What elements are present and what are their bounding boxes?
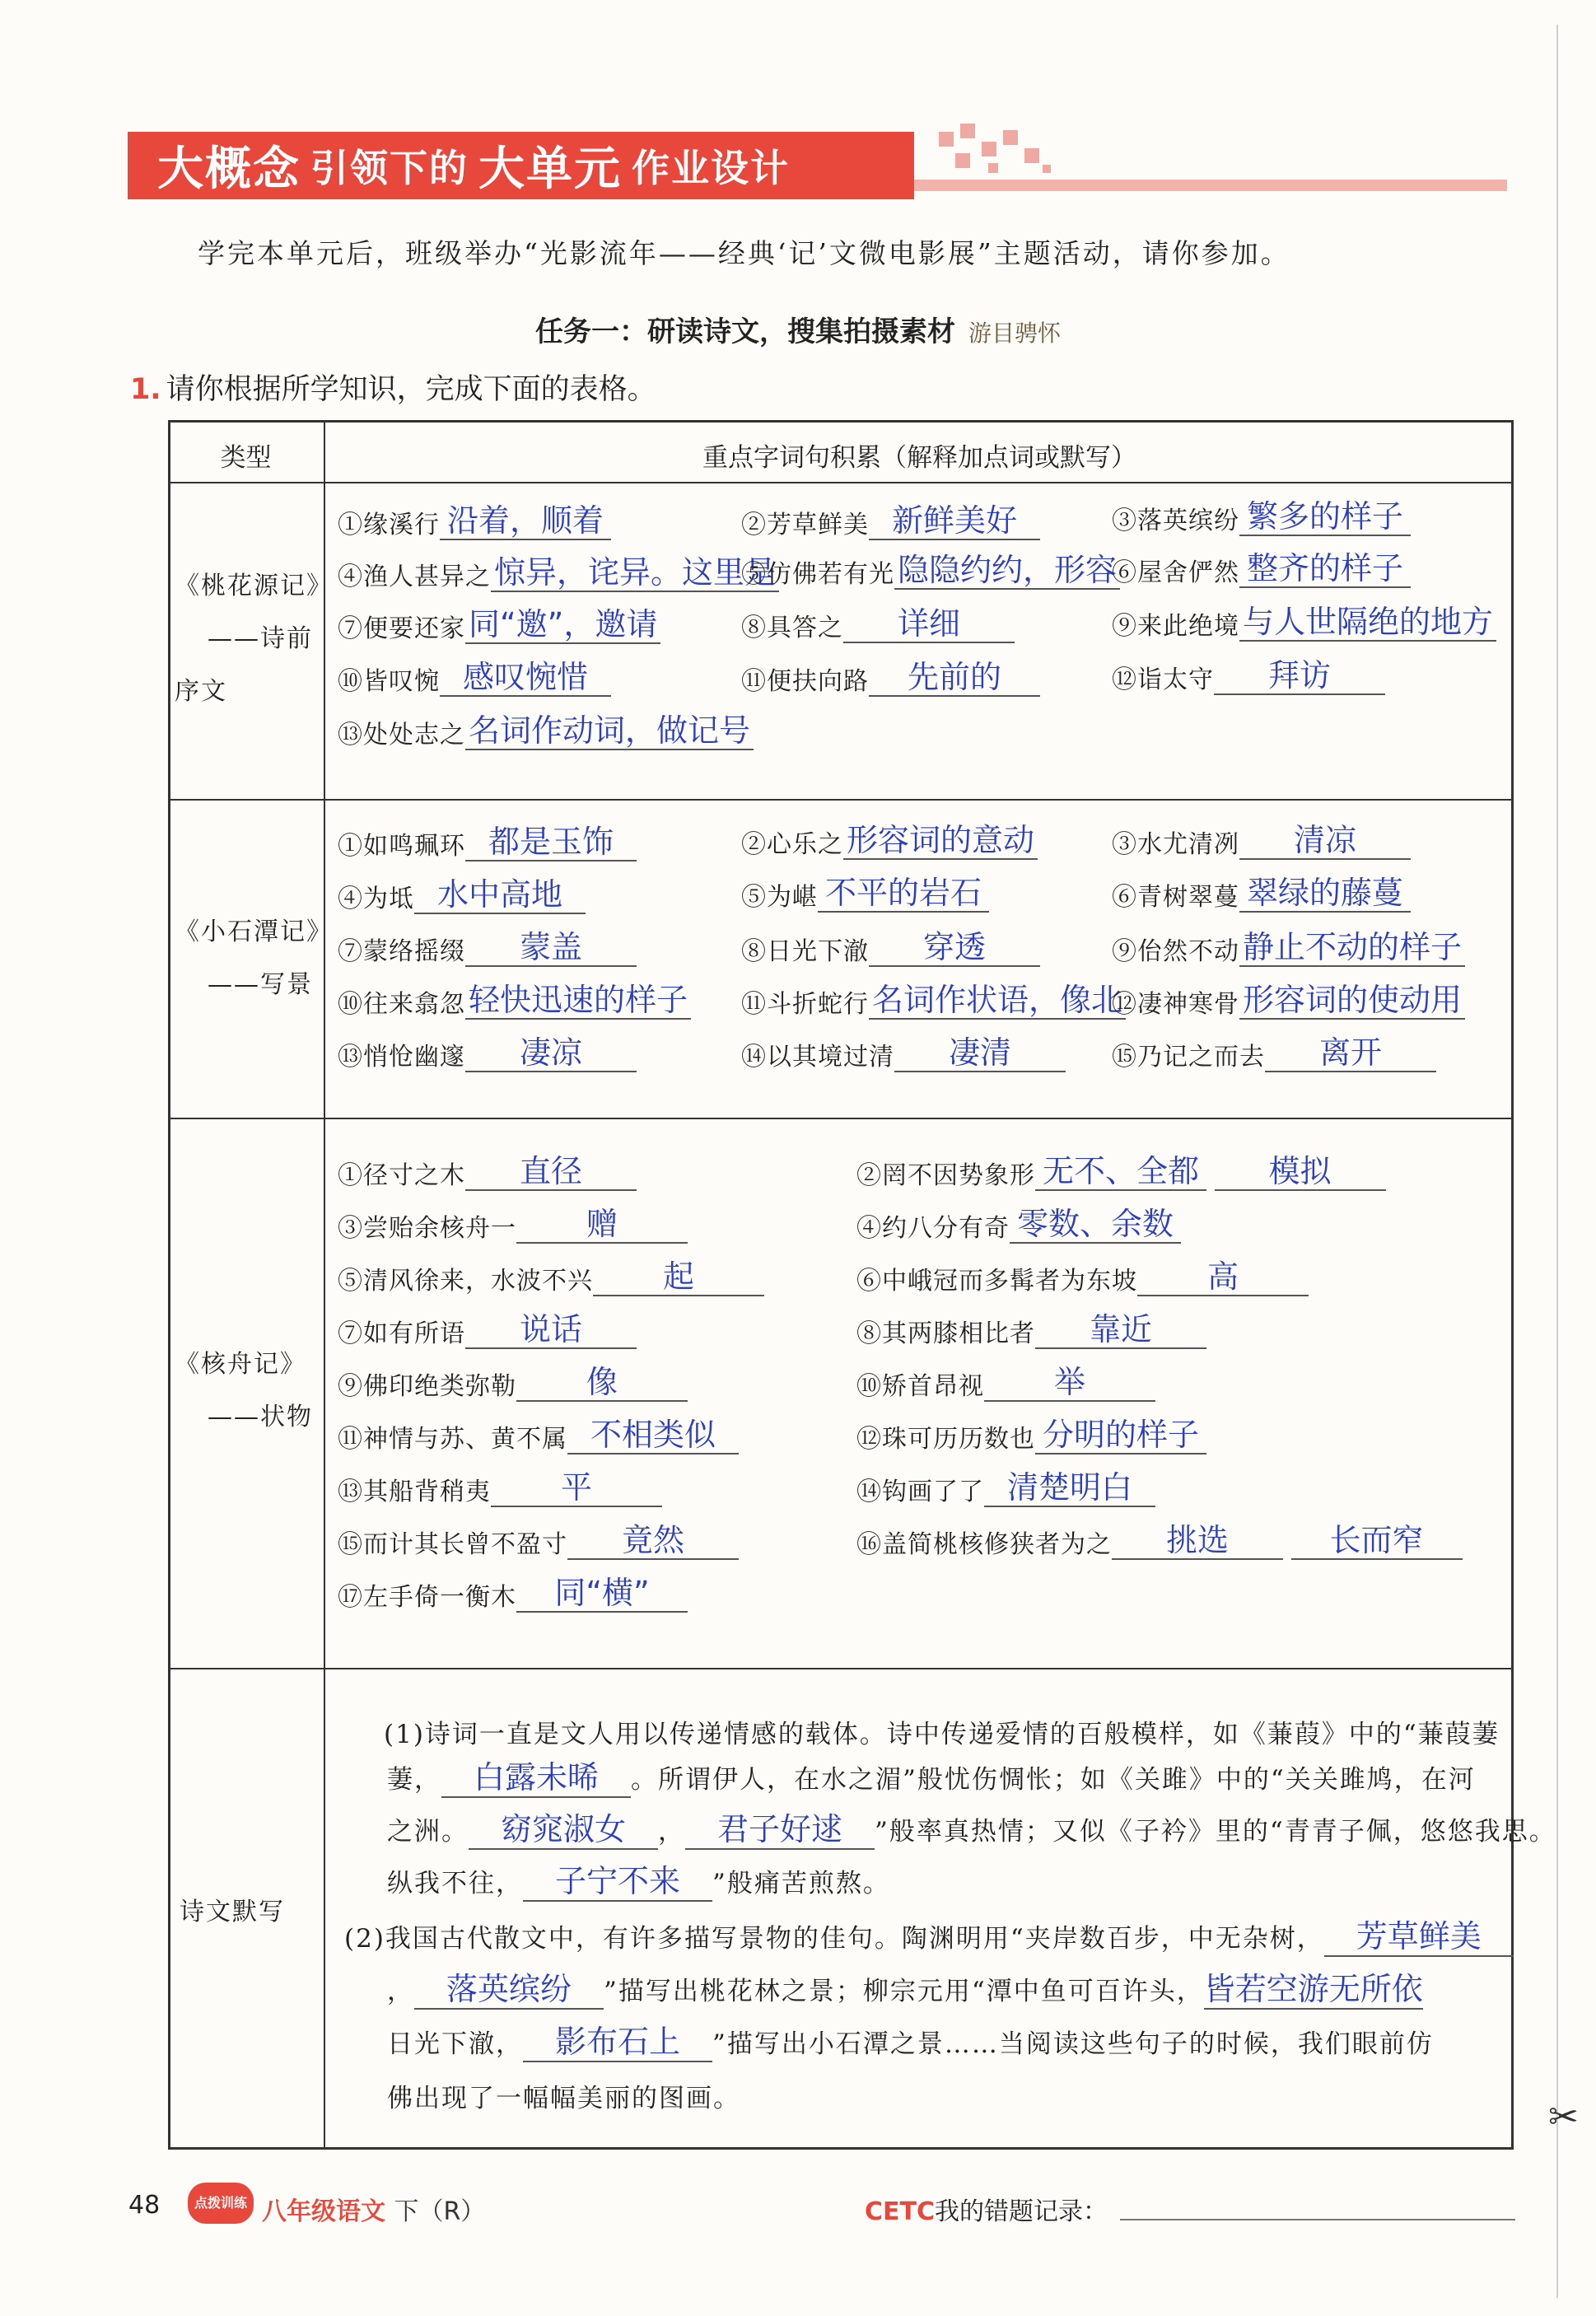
answer-blank[interactable]: 长而窄 (1291, 1522, 1463, 1560)
vocab-item: ④为坻 水中高地 (338, 876, 586, 914)
vocab-item: ⑪神情与苏、黄不属 不相类似 (338, 1417, 739, 1455)
page-number: 48 (128, 2191, 161, 2220)
answer-blank[interactable]: 皆若空游无所依 (1204, 1970, 1423, 2010)
answer-blank[interactable]: 都是玉饰 (465, 824, 637, 861)
answer-blank[interactable]: 形容词的意动 (843, 822, 1038, 860)
task1-title (0, 309, 1596, 349)
banner-part3: 大单元 (478, 142, 622, 196)
answer-blank[interactable]: 离开 (1265, 1034, 1436, 1072)
vocab-item: ⑦蒙络摇缀 蒙盖 (338, 929, 637, 967)
poem-line: 之洲。 窈窕淑女 ， 君子好逑 ”般率真热情；又似《子衿》里的“青青子佩，悠悠我思。 (387, 1810, 1556, 1850)
answer-blank[interactable]: 赠 (516, 1206, 688, 1244)
answer-blank[interactable]: 无不、全都 (1035, 1153, 1206, 1191)
vocab-item: ⑦如有所语 说话 (338, 1311, 637, 1349)
unit-banner (128, 132, 914, 199)
table-row-divider (168, 1118, 1514, 1119)
answer-blank[interactable]: 繁多的样子 (1239, 498, 1411, 536)
category-line: 《小石潭记》 (175, 918, 333, 946)
answer-blank[interactable]: 君子好逑 (685, 1810, 875, 1850)
answer-blank[interactable]: 详细 (843, 605, 1015, 643)
header-type: 类型 (220, 443, 272, 473)
task1-tag: 游目骋怀 (968, 320, 1061, 347)
vocab-item: ①缘溪行 沿着，顺着 (338, 502, 611, 540)
category-xiaoshitan (175, 906, 333, 1011)
answer-blank[interactable]: 高 (1137, 1258, 1309, 1296)
answer-blank[interactable]: 平 (491, 1469, 662, 1507)
vocab-item: ③尝贻余核舟一 赠 (338, 1206, 688, 1244)
answer-blank[interactable]: 水中高地 (414, 876, 586, 914)
vocab-item: ⑰左手倚一衡木 同“横” (338, 1575, 688, 1613)
answer-blank[interactable]: 挑选 (1112, 1522, 1283, 1560)
poem-line: 萋， 白露未晞 。所谓伊人，在水之湄”般忧伤惆怅；如《关雎》中的“关关雎鸠，在河 (387, 1758, 1476, 1798)
category-line: 《核舟记》 (175, 1350, 306, 1379)
answer-blank[interactable]: 举 (984, 1364, 1155, 1402)
error-record-blank[interactable] (1120, 2219, 1515, 2220)
vocab-item: ⑮乃记之而去 离开 (1112, 1034, 1436, 1072)
banner-underline (914, 180, 1507, 191)
answer-blank[interactable]: 不平的岩石 (818, 875, 989, 913)
poem-line: (1)诗词一直是文人用以传递情感的载体。诗中传递爱情的百般模样，如《蒹葭》中的“蒹葭萋 (384, 1720, 1500, 1749)
category-line: ——状物 (208, 1403, 313, 1431)
poem-line: 纵我不往， 子宁不来 ”般痛苦煎熬。 (387, 1862, 890, 1902)
banner-part2: 引领下的 (310, 146, 469, 190)
answer-blank[interactable]: 与人世隔绝的地方 (1239, 604, 1496, 642)
answer-blank[interactable]: 凄清 (894, 1034, 1066, 1072)
answer-blank[interactable]: 蒙盖 (465, 929, 637, 967)
answer-blank[interactable]: 子宁不来 (523, 1862, 712, 1902)
category-line: 序文 (175, 677, 227, 706)
category-recitation: 诗文默写 (180, 1898, 285, 1926)
vocab-item: ⑬悄怆幽邃 凄凉 (338, 1034, 637, 1072)
vocab-item: ⑭以其境过清 凄清 (741, 1034, 1066, 1072)
answer-blank[interactable]: 凄凉 (465, 1034, 637, 1072)
vocab-item: ⑥青树翠蔓 翠绿的藤蔓 (1112, 875, 1411, 913)
vocab-item: ⑤为嵁 不平的岩石 (741, 875, 989, 913)
category-line: 《桃花源记》 (175, 572, 333, 600)
vocab-item: ⑦便要还家 同“邀”，邀请 (338, 606, 660, 644)
intro-text: 学完本单元后，班级举办“光影流年——经典‘记’文微电影展”主题活动，请你参加。 (198, 237, 1290, 269)
banner-part4: 作业设计 (632, 146, 790, 190)
table-row-divider (168, 1668, 1514, 1669)
answer-blank[interactable]: 名词作状语，像北 (869, 982, 1126, 1020)
answer-blank[interactable]: 直径 (465, 1153, 637, 1191)
answer-blank[interactable]: 先前的 (869, 659, 1040, 697)
vocab-item: ⑬处处志之 名词作动词，做记号 (338, 712, 754, 750)
answer-blank[interactable]: 名词作动词，做记号 (465, 712, 754, 750)
answer-blank[interactable]: 同“邀”，邀请 (465, 606, 660, 644)
category-taohuayuan (175, 560, 333, 718)
vocab-item: ①如鸣珮环 都是玉饰 (338, 824, 637, 861)
banner-part1: 大概念 (157, 142, 301, 196)
vocab-item: ⑫珠可历历数也 分明的样子 (856, 1417, 1206, 1455)
answer-blank[interactable]: 芳草鲜美 (1324, 1917, 1514, 1957)
answer-blank[interactable]: 同“横” (516, 1575, 688, 1613)
answer-blank[interactable]: 说话 (465, 1311, 637, 1349)
poem-line: (2)我国古代散文中，有许多描写景物的佳句。陶渊明用“夹岸数百步，中无杂树， 芳草鲜美 (344, 1917, 1514, 1957)
vocab-item: ⑬其船背稍夷 平 (338, 1469, 662, 1507)
vocab-item: ①径寸之木 直径 (338, 1153, 637, 1191)
grade-label: 八年级语文 下（R） (262, 2197, 486, 2226)
question-1 (130, 367, 656, 408)
answer-blank[interactable]: 像 (516, 1364, 688, 1402)
question-text: 请你根据所学知识，完成下面的表格。 (166, 373, 656, 406)
brand-logo: 点拨训练 (188, 2183, 254, 2224)
table-header-divider (168, 482, 1514, 483)
answer-blank[interactable]: 感叹惋惜 (440, 659, 611, 697)
answer-blank[interactable]: 翠绿的藤蔓 (1239, 875, 1411, 913)
answer-blank[interactable]: 靠近 (1035, 1311, 1206, 1349)
answer-blank[interactable]: 静止不动的样子 (1239, 929, 1465, 967)
vocab-item: ⑫诣太守 拜访 (1112, 657, 1385, 695)
question-number: 1. (130, 373, 161, 406)
task1-title-text: 任务一：研读诗文，搜集拍摄素材 (534, 315, 955, 348)
vocab-item: ②心乐之 形容词的意动 (741, 822, 1038, 860)
vocab-item: ⑥中峨冠而多髯者为东坡 高 (856, 1258, 1309, 1296)
error-record-label: CETC我的错题记录： (865, 2197, 1108, 2226)
answer-blank[interactable]: 白露未晞 (441, 1758, 631, 1798)
answer-blank[interactable]: 起 (593, 1258, 764, 1296)
answer-blank[interactable]: 清凉 (1239, 822, 1411, 860)
answer-blank[interactable]: 穿透 (869, 929, 1040, 967)
vocab-item: ⑮而计其长曾不盈寸 竟然 (338, 1522, 739, 1560)
vocab-item: ⑪斗折蛇行 名词作状语，像北 (741, 982, 1126, 1020)
answer-blank[interactable]: 模拟 (1215, 1153, 1386, 1191)
answer-blank[interactable]: 影布石上 (523, 2023, 712, 2062)
vocab-item: ③水尤清冽 清凉 (1112, 822, 1411, 860)
vocab-item: ⑤清风徐来，水波不兴 起 (338, 1258, 764, 1296)
vocab-item: ⑧其两膝相比者 靠近 (856, 1311, 1206, 1349)
answer-blank[interactable]: 隐隐约约，形容 (894, 552, 1120, 590)
answer-blank[interactable]: 轻快迅速的样子 (465, 982, 691, 1020)
scissors-icon: ✂ (1548, 2096, 1579, 2138)
answer-blank[interactable]: 拜访 (1214, 657, 1385, 695)
answer-blank[interactable]: 竟然 (567, 1522, 739, 1560)
answer-blank[interactable]: 窈窕淑女 (469, 1810, 658, 1850)
vocab-item: ④约八分有奇 零数、余数 (856, 1206, 1181, 1244)
header-main: 重点字词句积累（解释加点词或默写） (702, 443, 1136, 473)
poem-line: 佛出现了一幅幅美丽的图画。 (387, 2084, 740, 2113)
answer-blank[interactable]: 分明的样子 (1035, 1417, 1206, 1455)
vocab-item: ⑭钩画了了 清楚明白 (856, 1469, 1155, 1507)
answer-blank[interactable]: 新鲜美好 (869, 502, 1040, 540)
vocab-item: ⑩皆叹惋 感叹惋惜 (338, 659, 611, 697)
answer-blank[interactable]: 形容词的使动用 (1239, 982, 1465, 1020)
vocab-item: ⑥屋舍俨然 整齐的样子 (1112, 550, 1411, 588)
vocab-item: ⑨佁然不动 静止不动的样子 (1112, 929, 1465, 967)
answer-blank[interactable]: 落英缤纷 (414, 1970, 604, 2010)
answer-blank[interactable]: 零数、余数 (1010, 1206, 1181, 1244)
vocab-item: ⑨佛印绝类弥勒 像 (338, 1364, 688, 1402)
vocab-item: ⑧具答之 详细 (741, 605, 1015, 643)
answer-blank[interactable]: 惊异，诧异。这里是 (491, 554, 779, 592)
vocab-item: ⑯盖简桃核修狭者为之 挑选 长而窄 (856, 1522, 1463, 1560)
vocab-item: ②芳草鲜美 新鲜美好 (741, 502, 1040, 540)
vocab-item: ⑫凄神寒骨 形容词的使动用 (1112, 982, 1465, 1020)
category-line: ——诗前 (208, 624, 313, 653)
vocab-item: ②罔不因势象形 无不、全都 模拟 (856, 1153, 1386, 1191)
vocab-item: ③落英缤纷 繁多的样子 (1112, 498, 1411, 536)
vocab-item: ⑩矫首昂视 举 (856, 1364, 1155, 1402)
answer-blank[interactable]: 清楚明白 (984, 1469, 1155, 1507)
category-hezhou (175, 1338, 313, 1444)
answer-blank[interactable]: 沿着，顺着 (440, 502, 611, 540)
table-row-divider (168, 799, 1514, 801)
answer-blank[interactable]: 整齐的样子 (1239, 550, 1411, 588)
page-edge-line (1556, 25, 1558, 2298)
category-line: ——写景 (208, 970, 313, 999)
vocab-item: ⑤仿佛若有光 隐隐约约，形容 (741, 552, 1120, 590)
banner-dots-decoration (939, 124, 1062, 181)
vocab-item: ⑨来此绝境 与人世隔绝的地方 (1112, 604, 1496, 642)
vocab-item: ④渔人甚异之 惊异，诧异。这里是 (338, 554, 779, 592)
poem-line: 日光下澈， 影布石上 ”描写出小石潭之景……当阅读这些句子的时候，我们眼前仿 (387, 2023, 1434, 2062)
poem-line: ， 落英缤纷 ”描写出桃花林之景；柳宗元用“潭中鱼可百许头，皆若空游无所依 (387, 1970, 1423, 2010)
vocab-item: ⑩往来翕忽 轻快迅速的样子 (338, 982, 691, 1020)
vocab-item: ⑪便扶向路 先前的 (741, 659, 1040, 697)
vocab-item: ⑧日光下澈 穿透 (741, 929, 1040, 967)
answer-blank[interactable]: 不相类似 (567, 1417, 739, 1455)
